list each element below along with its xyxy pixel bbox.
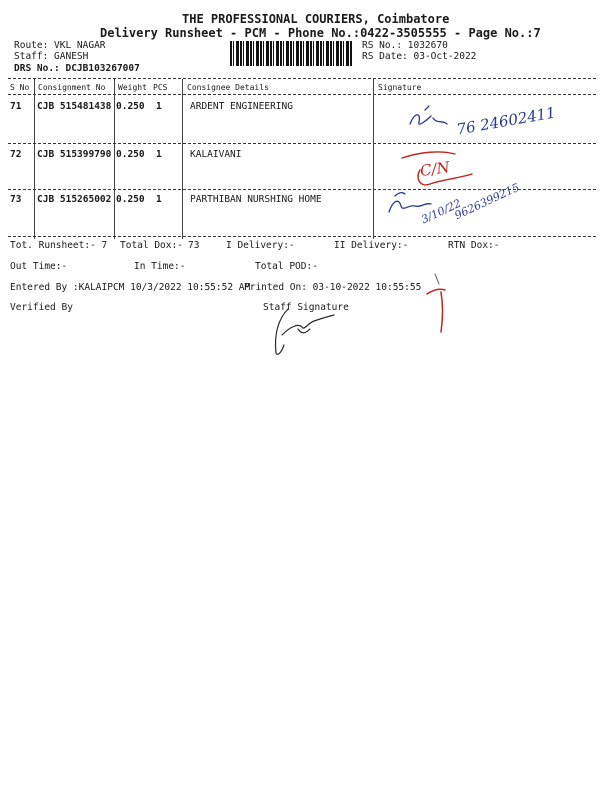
- row-consignment: CJB 515265002: [37, 194, 112, 205]
- i-delivery: I Delivery:-: [226, 240, 295, 251]
- divider: [8, 143, 596, 144]
- ii-delivery: II Delivery:-: [334, 240, 409, 251]
- printed-on: Printed On: 03-10-2022 10:55:55: [244, 282, 422, 293]
- staff-signature: [268, 305, 348, 360]
- row-consignee: KALAIVANI: [190, 149, 242, 160]
- row-3-handwritten-date: 3/10/22: [419, 196, 464, 227]
- rtn-dox: RTN Dox:-: [448, 240, 500, 251]
- row-consignment: CJB 515481438: [37, 101, 112, 112]
- row-1-handwritten-number: 76 24602411: [455, 103, 558, 139]
- col-header-weight: Weight: [118, 83, 147, 92]
- row-consignee: PARTHIBAN NURSHING HOME: [190, 194, 322, 205]
- total-dox-label: Total Dox:-: [120, 240, 183, 251]
- total-dox-value: 73: [188, 240, 200, 251]
- entered-by: Entered By :KALAIPCM 10/3/2022 10:55:52 AM: [10, 282, 251, 293]
- tot-runsheet: Tot. Runsheet:- 7: [10, 240, 108, 251]
- column-separator: [34, 79, 35, 239]
- col-header-pcs: PCS: [153, 83, 168, 92]
- col-header-consignment: Consignment No: [38, 83, 106, 92]
- col-header-consignee: Consignee Details: [187, 83, 269, 92]
- column-separator: [114, 79, 115, 239]
- company-title: THE PROFESSIONAL COURIERS, Coimbatore: [182, 12, 450, 26]
- row-pcs: 1: [156, 194, 162, 205]
- in-time: In Time:-: [134, 261, 186, 272]
- rs-number: RS No.: 1032670: [362, 40, 448, 51]
- staff-label: Staff: GANESH: [14, 51, 89, 62]
- total-pod: Total POD:-: [255, 261, 318, 272]
- col-header-sno: S No: [10, 83, 30, 92]
- row-consignment: CJB 515399790: [37, 149, 112, 160]
- row-consignee: ARDENT ENGINEERING: [190, 101, 293, 112]
- row-sno: 71: [10, 101, 22, 112]
- row-weight: 0.250: [116, 149, 145, 160]
- col-header-signature: Signature: [378, 83, 422, 92]
- staff-signature-label: Staff Signature: [263, 302, 349, 313]
- barcode: [230, 41, 353, 66]
- row-sno: 73: [10, 194, 22, 205]
- route-label: Route: VKL NAGAR: [14, 40, 106, 51]
- divider: [8, 78, 596, 79]
- row-weight: 0.250: [116, 101, 145, 112]
- divider: [8, 236, 596, 237]
- tick-mark: [433, 272, 445, 286]
- red-check-mark: [425, 278, 455, 338]
- out-time: Out Time:-: [10, 261, 68, 272]
- divider: [8, 94, 596, 95]
- row-sno: 72: [10, 149, 22, 160]
- runsheet-subtitle: Delivery Runsheet - PCM - Phone No.:0422-3505555 - Page No.:7: [100, 26, 541, 40]
- row-pcs: 1: [156, 149, 162, 160]
- row-3-handwritten-phone: 9626399215: [452, 180, 522, 223]
- row-pcs: 1: [156, 101, 162, 112]
- column-separator: [373, 79, 374, 239]
- verified-by: Verified By: [10, 302, 73, 313]
- row-weight: 0.250: [116, 194, 145, 205]
- rs-date: RS Date: 03-Oct-2022: [362, 51, 477, 62]
- row-2-handwritten-cn: C/N: [418, 158, 451, 180]
- drs-number: DRS No.: DCJB103267007: [14, 63, 140, 74]
- column-separator: [182, 79, 183, 239]
